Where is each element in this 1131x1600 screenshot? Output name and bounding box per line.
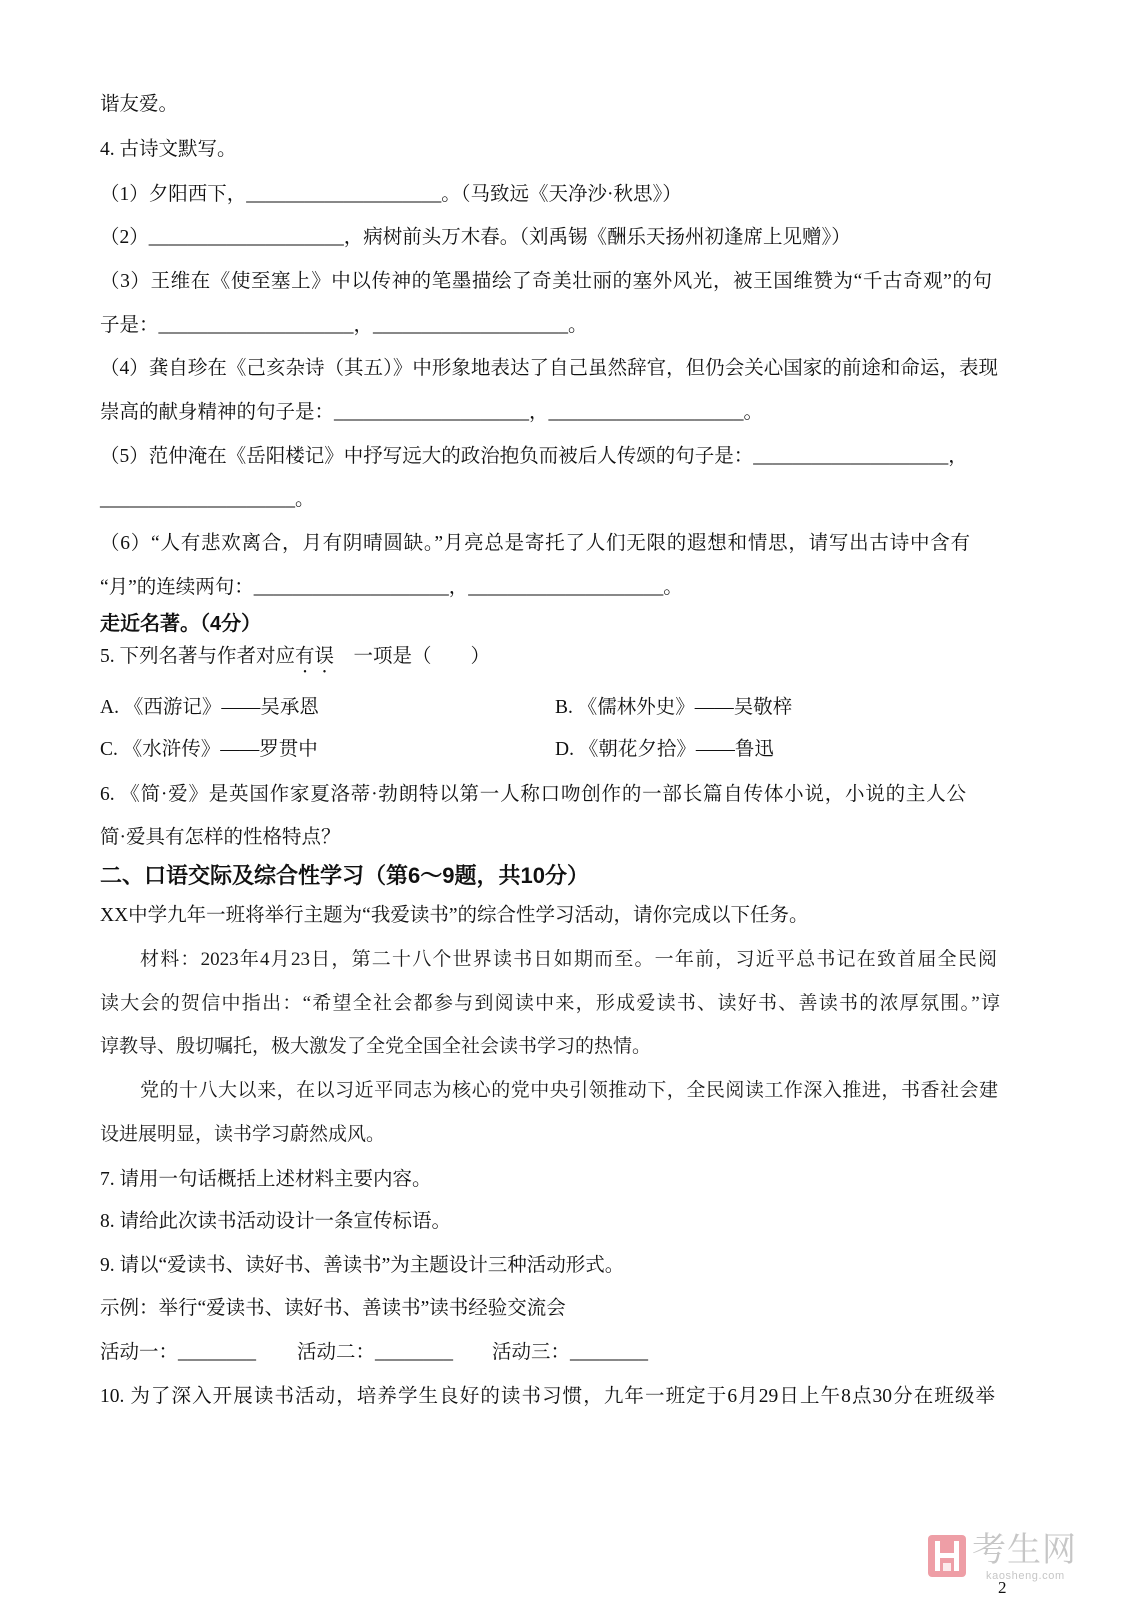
q10-line-1: 10. 为了深入开展读书活动，培养学生良好的读书习惯，九年一班定于6月29日上午8点30分在班级举 [100, 1386, 995, 1407]
q4-item-5-line-1: （5）范仲淹在《岳阳楼记》中抒写远大的政治抱负而被后人传颂的句子是：____________________， [100, 446, 968, 467]
q4-item-4-line-2: 崇高的献身精神的句子是：____________________，____________________。 [100, 402, 764, 423]
watermark-name: 考生网 [972, 1531, 1077, 1569]
watermark-domain: kaosheng.com [986, 1570, 1065, 1582]
q6-line-2: 简·爱具有怎样的性格特点？ [100, 827, 341, 848]
q8: 8. 请给此次读书活动设计一条宣传标语。 [100, 1211, 452, 1232]
continuation-text: 谐友爱。 [100, 94, 179, 115]
q6-line-1: 6. 《简·爱》是英国作家夏洛蒂·勃朗特以第一人称口吻创作的一部长篇自传体小说，小说的主人公 [100, 784, 966, 805]
material-p1-line-1: 材料：2023年4月23日，第二十八个世界读书日如期而至。一年前，习近平总书记在致首届全民阅 [140, 949, 997, 970]
section-title-oral-communication: 二、口语交际及综合性学习（第6～9题，共10分） [100, 863, 589, 888]
q9-activity-3: 活动三：________ [492, 1342, 649, 1363]
material-p1-line-3: 谆教导、殷切嘱托，极大激发了全党全国全社会读书学习的热情。 [100, 1036, 652, 1057]
kaosheng-logo-icon [928, 1535, 966, 1577]
q5-option-b: B. 《儒林外史》——吴敬梓 [555, 697, 793, 718]
q5-stem-start: 5. 下列名著与作者对应 [100, 646, 296, 667]
q9-activity-1: 活动一：________ [100, 1342, 257, 1363]
q5-option-d: D. 《朝花夕拾》——鲁迅 [555, 739, 774, 760]
q5-option-c: C. 《水浒传》——罗贯中 [100, 739, 318, 760]
material-p2-line-2: 设进展明显，读书学习蔚然成风。 [100, 1124, 386, 1145]
q9-activity-2: 活动二：________ [297, 1342, 454, 1363]
q5-stem-emphasis: 有误 [295, 646, 335, 667]
q5-option-a: A. 《西游记》——吴承恩 [100, 697, 319, 718]
q4-item-3-line-1: （3）王维在《使至塞上》中以传神的笔墨描绘了奇美壮丽的塞外风光，被王国维赞为“千古奇观”的句 [100, 271, 992, 292]
page-number: 2 [998, 1578, 1007, 1597]
q4-title: 4. 古诗文默写。 [100, 139, 237, 160]
watermark-logo [928, 1532, 1098, 1584]
material-p1-line-2: 读大会的贺信中指出：“希望全社会都参与到阅读中来，形成爱读书、读好书、善读书的浓厚氛围。”谆 [100, 993, 1000, 1014]
q4-item-3-line-2: 子是：____________________，____________________。 [100, 315, 588, 336]
material-p2-line-1: 党的十八大以来，在以习近平同志为核心的党中央引领推动下，全民阅读工作深入推进，书香社会建 [140, 1080, 998, 1101]
section2-intro: XX中学九年一班将举行主题为“我爱读书”的综合性学习活动，请你完成以下任务。 [100, 905, 809, 926]
q4-item-1: （1）夕阳西下，____________________。（马致远《天净沙·秋思》） [100, 184, 682, 205]
q9-example: 示例：举行“爱读书、读好书、善读书”读书经验交流会 [100, 1298, 566, 1319]
q7: 7. 请用一句话概括上述材料主要内容。 [100, 1169, 432, 1190]
q4-item-5-line-2: ____________________。 [100, 489, 315, 510]
q4-item-6-line-1: （6）“人有悲欢离合，月有阴晴圆缺。”月亮总是寄托了人们无限的遐想和情思，请写出古诗中含有 [100, 533, 970, 554]
q5-stem [100, 643, 490, 678]
q4-item-4-line-1: （4）龚自珍在《己亥杂诗（其五）》中形象地表达了自己虽然辞官，但仍会关心国家的前途和命运，表现 [100, 358, 998, 379]
q5-stem-end: 一项是（ ） [334, 646, 491, 667]
q4-item-2: （2）____________________，病树前头万木春。（刘禹锡《酬乐天扬州初逢席上见赠》） [100, 227, 851, 248]
section-title-classics: 走近名著。（4分） [100, 613, 262, 635]
q9-stem: 9. 请以“爱读书、读好书、善读书”为主题设计三种活动形式。 [100, 1255, 625, 1276]
q4-item-6-line-2: “月”的连续两句：____________________，____________________。 [100, 577, 683, 598]
